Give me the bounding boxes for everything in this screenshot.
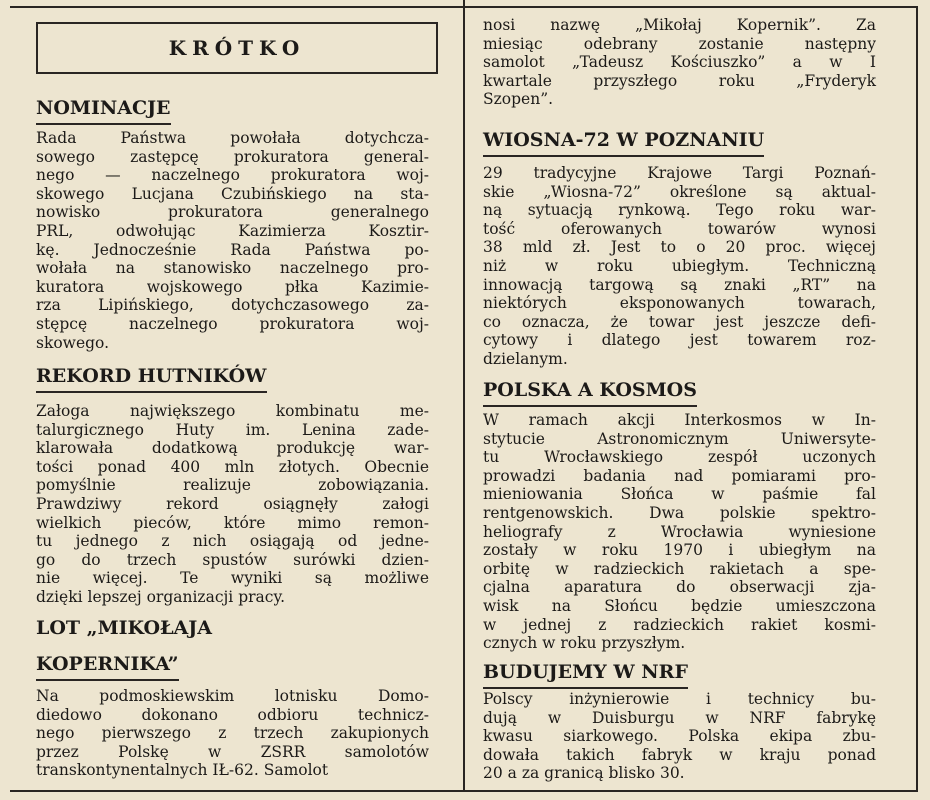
text-line: tość oferowanych towarów wynosi xyxy=(483,219,876,238)
text-line: przez Polskę w ZSRR samolotów xyxy=(36,742,429,761)
text-line: 20 a za granicą blisko 30. xyxy=(483,764,685,783)
text-line: ną sytuacją rynkową. Tego roku war- xyxy=(483,201,876,220)
text-line: innowacją targową są znaki „RT” na xyxy=(483,275,876,294)
text-line: stytucie Astronomicznym Uniwersyte- xyxy=(483,429,876,448)
text-line: Szopen”. xyxy=(483,90,554,109)
heading-lot-line2: KOPERNIKA” xyxy=(36,652,179,681)
text-line: skie „Wiosna-72” określone są aktual- xyxy=(483,182,876,201)
text-line: rza Lipińskiego, dotychczasowego za- xyxy=(36,296,429,315)
text-line: co oznacza, że towar jest jeszcze defi- xyxy=(483,312,876,331)
text-line: nosi nazwę „Mikołaj Kopernik”. Za xyxy=(483,16,876,34)
heading-kosmos: POLSKA A KOSMOS xyxy=(483,378,697,407)
text-line: nego pierwszego z trzech zakupionych xyxy=(36,724,429,743)
heading-nrf: BUDUJEMY W NRF xyxy=(483,660,688,689)
text-line: mieniowania Słońca w paśmie fal xyxy=(483,485,876,504)
text-line: stępcę naczelnego prokuratora woj- xyxy=(36,314,429,333)
text-line: 29 tradycyjne Krajowe Targi Poznań- xyxy=(483,164,876,182)
text-line: pomyślnie realizuje zobowiązania. xyxy=(36,476,429,495)
text-line: prowadzi badania nad pomiarami pro- xyxy=(483,466,876,485)
heading-wiosna: WIOSNA-72 W POZNANIU xyxy=(483,128,764,157)
text-line: zostały w roku 1970 i ubiegłym na xyxy=(483,541,876,560)
text-line: orbitę w radzieckich rakietach a spe- xyxy=(483,559,876,578)
text-line: kę. Jednocześnie Rada Państwa po- xyxy=(36,240,429,259)
text-line: wisk na Słońcu będzie umieszczona xyxy=(483,596,876,615)
text-line: W ramach akcji Interkosmos w In- xyxy=(483,411,876,429)
text-line: miesiąc odebrany zostanie następny xyxy=(483,34,876,53)
text-line: nego — naczelnego prokuratora woj- xyxy=(36,166,429,185)
text-line: cznych w roku przyszłym. xyxy=(483,634,686,653)
text-line: dzięki lepszej organizacji pracy. xyxy=(36,587,286,606)
text-line: PRL, odwołując Kazimierza Kosztir- xyxy=(36,221,429,240)
text-line: tu Wrocławskiego zespół uczonych xyxy=(483,448,876,467)
text-line: cjalna aparatura do obserwacji zja- xyxy=(483,578,876,597)
article-lot-continued xyxy=(483,16,876,109)
text-line: klarowała dodatkową produkcję war- xyxy=(36,439,429,458)
article-kosmos xyxy=(483,411,876,653)
heading-lot-line1: LOT „MIKOŁAJA xyxy=(36,617,213,639)
text-line: talurgicznego Huty im. Lenina zade- xyxy=(36,420,429,439)
text-line: dzielanym. xyxy=(483,349,568,368)
text-line: skowego. xyxy=(36,333,110,352)
text-line: wielkich pieców, które mimo remon- xyxy=(36,513,429,532)
article-nominacje xyxy=(36,129,429,352)
text-line: transkontynentalnych IŁ-62. Samolot xyxy=(36,761,329,780)
text-line: rentgenowskich. Dwa polskie spektro- xyxy=(483,503,876,522)
text-line: go do trzech spustów surówki dzien- xyxy=(36,550,429,569)
text-line: dują w Duisburgu w NRF fabrykę xyxy=(483,708,876,727)
text-line: dowała takich fabryk w kraju ponad xyxy=(483,745,876,764)
article-rekord xyxy=(36,402,429,607)
text-line: Rada Państwa powołała dotychcza- xyxy=(36,129,429,147)
column-divider xyxy=(463,0,465,790)
heading-nominacje: NOMINACJE xyxy=(36,96,171,125)
section-title: KRÓTKO xyxy=(168,36,306,60)
text-line: tości ponad 400 mln złotych. Obecnie xyxy=(36,457,429,476)
text-line: 38 mld zł. Jest to o 20 proc. więcej xyxy=(483,238,876,257)
text-line: heliografy z Wrocławia wyniesione xyxy=(483,522,876,541)
text-line: nowisko prokuratora generalnego xyxy=(36,203,429,222)
section-title-box xyxy=(36,22,438,74)
text-line: Polscy inżynierowie i technicy bu- xyxy=(483,690,876,708)
text-line: niektórych eksponowanych towarach, xyxy=(483,294,876,313)
text-line: w jednej z radzieckich rakiet kosmi- xyxy=(483,615,876,634)
text-line: skowego Lucjana Czubińskiego na sta- xyxy=(36,184,429,203)
text-line: Prawdziwy rekord osiągnęły załogi xyxy=(36,494,429,513)
text-line: kuratora wojskowego płka Kazimie- xyxy=(36,277,429,296)
text-line: Na podmoskiewskim lotnisku Domo- xyxy=(36,687,429,705)
text-line: Załoga największego kombinatu me- xyxy=(36,402,429,420)
text-line: sowego zastępcę prokuratora general- xyxy=(36,147,429,166)
text-line: samolot „Tadeusz Kościuszko” a w I xyxy=(483,53,876,72)
article-wiosna xyxy=(483,164,876,369)
heading-rekord: REKORD HUTNIKÓW xyxy=(36,364,267,393)
text-line: kwartale przyszłego roku „Fryderyk xyxy=(483,71,876,90)
article-nrf xyxy=(483,690,876,783)
text-line: niż w roku ubiegłym. Techniczną xyxy=(483,256,876,275)
text-line: tu jednego z nich osiągają od jedne- xyxy=(36,532,429,551)
text-line: diedowo dokonano odbioru technicz- xyxy=(36,705,429,724)
article-lot xyxy=(36,687,429,780)
text-line: kwasu siarkowego. Polska ekipa zbu- xyxy=(483,727,876,746)
text-line: cytowy i dlatego jest towarem roz- xyxy=(483,331,876,350)
text-line: nie więcej. Te wyniki są możliwe xyxy=(36,569,429,588)
text-line: wołała na stanowisko naczelnego pro- xyxy=(36,259,429,278)
